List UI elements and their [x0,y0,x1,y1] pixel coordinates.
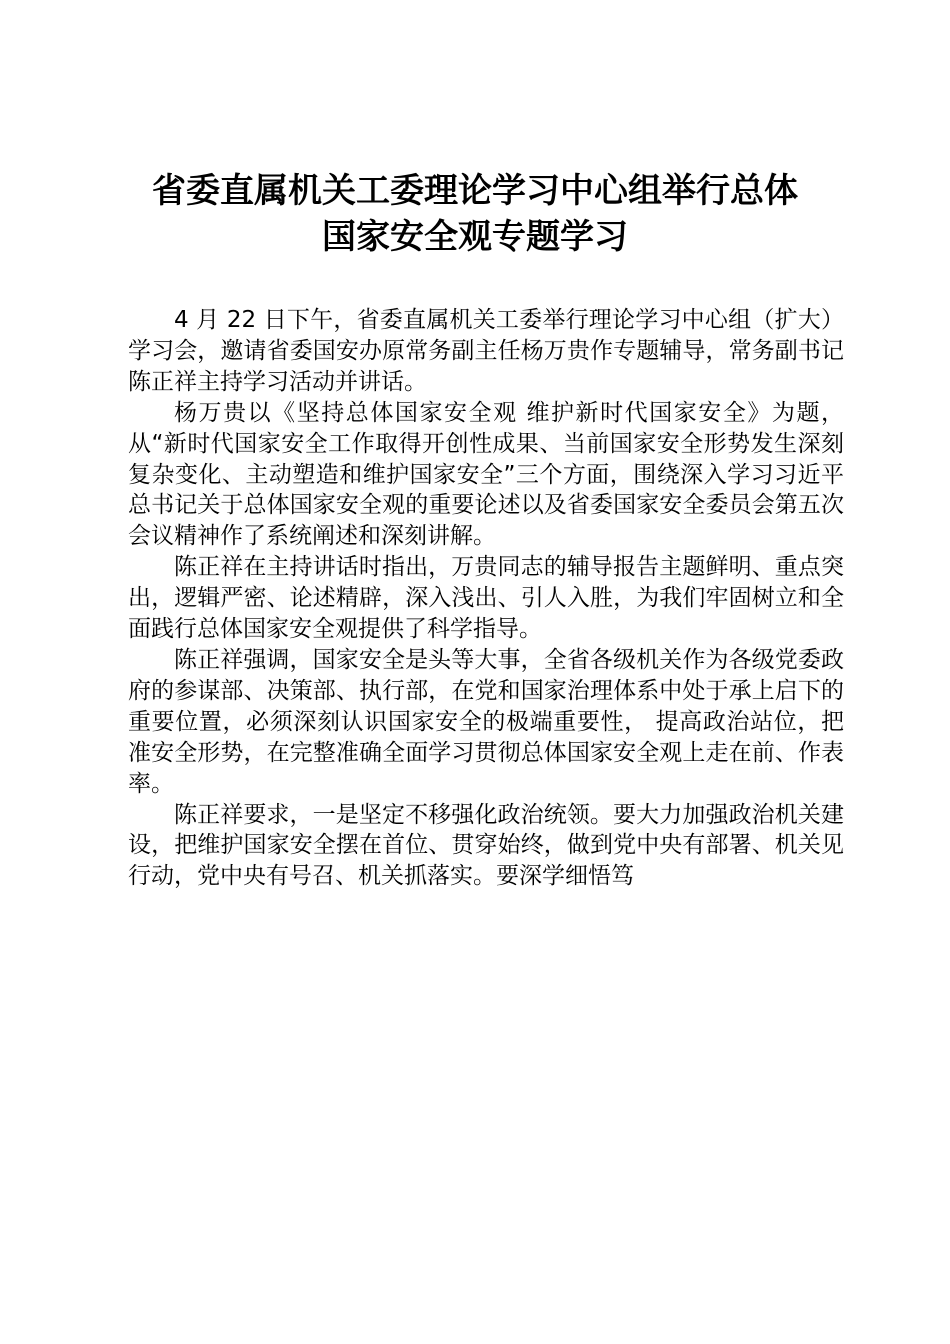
paragraph-3: 陈正祥在主持讲话时指出，万贵同志的辅导报告主题鲜明、重点突出，逻辑严密、论述精辟，深入浅出、引人入胜，为我们牢固树立和全面践行总体国家安全观提供了科学指导。 [128,554,844,643]
document-body [128,305,844,892]
paragraph-5: 陈正祥要求，一是坚定不移强化政治统领。要大力加强政治机关建设，把维护国家安全摆在首位、贯穿始终，做到党中央有部署、机关见行动，党中央有号召、机关抓落实。要深学细悟笃 [128,801,844,890]
paragraph-2: 杨万贵以《坚持总体国家安全观 维护新时代国家安全》为题，从“新时代国家安全工作取得开创性成果、当前国家安全形势发生深刻复杂变化、主动塑造和维护国家安全”三个方面，围绕深入学习习近平总书记关于总体国家安全观的重要论述以及省委国家安全委员会第五次会议精神作了系统阐述和深刻讲解。 [128,399,844,550]
document-title-line-2: 国家安全观专题学习 [322,217,628,257]
paragraph-1: 4 月 22 日下午，省委直属机关工委举行理论学习中心组（扩大）学习会，邀请省委国安办原常务副主任杨万贵作专题辅导，常务副书记陈正祥主持学习活动并讲话。 [128,307,844,395]
paragraph-4: 陈正祥强调，国家安全是头等大事，全省各级机关作为各级党委政府的参谋部、决策部、执行部，在党和国家治理体系中处于承上启下的重要位置，必须深刻认识国家安全的极端重要性， 提高政治站位，把准安全形势，在完整准确全面学习贯彻总体国家安全观上走在前、作表率。 [128,646,844,797]
document-title-line-1: 省委直属机关工委理论学习中心组举行总体 [152,171,798,211]
